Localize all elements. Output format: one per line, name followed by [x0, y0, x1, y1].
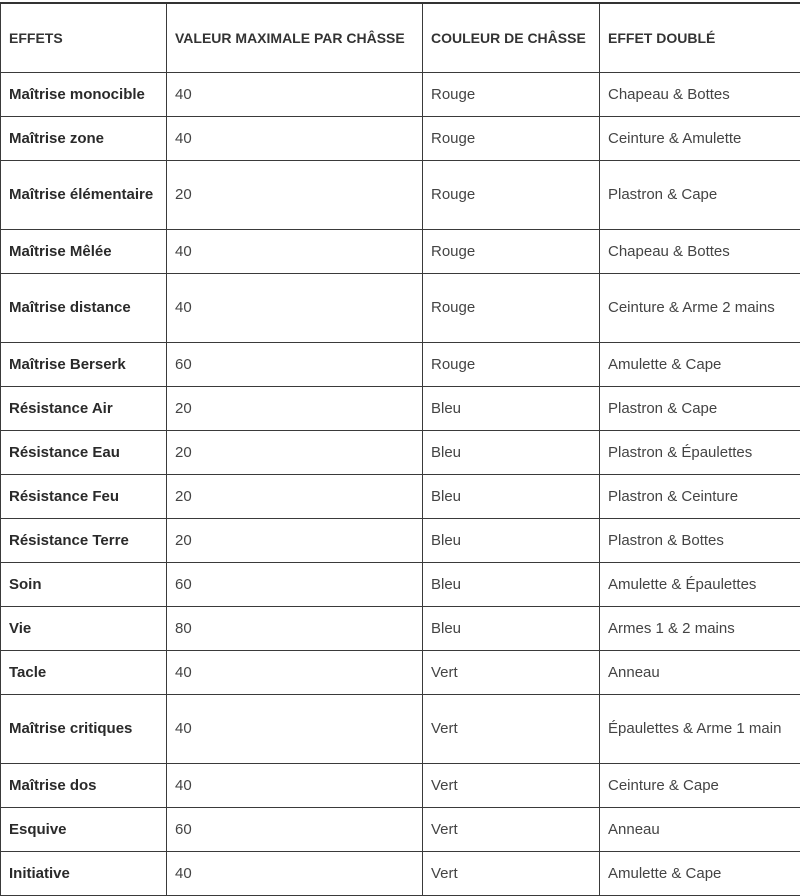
table-row	[1, 230, 800, 274]
cell-valeur: 60	[167, 563, 423, 607]
cell-couleur: Bleu	[423, 607, 600, 651]
cell-effet: Maîtrise critiques	[1, 695, 167, 764]
cell-valeur: 60	[167, 808, 423, 852]
table-row	[1, 695, 800, 764]
cell-valeur: 20	[167, 387, 423, 431]
cell-valeur: 40	[167, 230, 423, 274]
cell-double: Armes 1 & 2 mains	[600, 607, 800, 651]
table-row	[1, 117, 800, 161]
cell-double: Anneau	[600, 651, 800, 695]
cell-double: Plastron & Bottes	[600, 519, 800, 563]
cell-valeur: 20	[167, 161, 423, 230]
cell-couleur: Bleu	[423, 431, 600, 475]
cell-effet: Maîtrise zone	[1, 117, 167, 161]
cell-effet: Résistance Eau	[1, 431, 167, 475]
cell-couleur: Vert	[423, 852, 600, 896]
table-row	[1, 343, 800, 387]
cell-valeur: 40	[167, 274, 423, 343]
cell-valeur: 40	[167, 764, 423, 808]
cell-effet: Maîtrise Berserk	[1, 343, 167, 387]
cell-valeur: 20	[167, 519, 423, 563]
cell-valeur: 40	[167, 852, 423, 896]
table-row	[1, 274, 800, 343]
cell-couleur: Rouge	[423, 73, 600, 117]
cell-effet: Résistance Feu	[1, 475, 167, 519]
cell-double: Plastron & Cape	[600, 161, 800, 230]
table-row	[1, 563, 800, 607]
cell-effet: Initiative	[1, 852, 167, 896]
cell-couleur: Vert	[423, 651, 600, 695]
cell-effet: Maîtrise dos	[1, 764, 167, 808]
effects-table	[0, 2, 800, 896]
table-row	[1, 73, 800, 117]
cell-couleur: Bleu	[423, 475, 600, 519]
cell-couleur: Vert	[423, 808, 600, 852]
table-row	[1, 852, 800, 896]
table-row	[1, 764, 800, 808]
table-row	[1, 431, 800, 475]
cell-valeur: 40	[167, 117, 423, 161]
cell-couleur: Vert	[423, 764, 600, 808]
table-row	[1, 607, 800, 651]
table-row	[1, 475, 800, 519]
cell-valeur: 20	[167, 431, 423, 475]
cell-double: Épaulettes & Arme 1 main	[600, 695, 800, 764]
header-effet-double: EFFET DOUBLÉ	[600, 3, 800, 73]
cell-double: Anneau	[600, 808, 800, 852]
cell-valeur: 40	[167, 695, 423, 764]
header-row	[1, 3, 800, 73]
cell-couleur: Rouge	[423, 343, 600, 387]
cell-effet: Maîtrise Mêlée	[1, 230, 167, 274]
table-row	[1, 161, 800, 230]
table-row	[1, 651, 800, 695]
cell-couleur: Rouge	[423, 274, 600, 343]
cell-effet: Esquive	[1, 808, 167, 852]
cell-effet: Tacle	[1, 651, 167, 695]
cell-valeur: 60	[167, 343, 423, 387]
cell-double: Chapeau & Bottes	[600, 73, 800, 117]
cell-effet: Maîtrise monocible	[1, 73, 167, 117]
cell-couleur: Bleu	[423, 563, 600, 607]
cell-double: Plastron & Ceinture	[600, 475, 800, 519]
cell-couleur: Bleu	[423, 387, 600, 431]
header-effets: EFFETS	[1, 3, 167, 73]
table-row	[1, 519, 800, 563]
cell-valeur: 40	[167, 651, 423, 695]
cell-couleur: Rouge	[423, 117, 600, 161]
cell-effet: Résistance Air	[1, 387, 167, 431]
cell-double: Plastron & Épaulettes	[600, 431, 800, 475]
cell-couleur: Rouge	[423, 230, 600, 274]
cell-couleur: Rouge	[423, 161, 600, 230]
header-couleur: COULEUR DE CHÂSSE	[423, 3, 600, 73]
cell-double: Amulette & Épaulettes	[600, 563, 800, 607]
cell-couleur: Bleu	[423, 519, 600, 563]
cell-effet: Maîtrise élémentaire	[1, 161, 167, 230]
cell-double: Ceinture & Arme 2 mains	[600, 274, 800, 343]
cell-effet: Maîtrise distance	[1, 274, 167, 343]
cell-double: Amulette & Cape	[600, 852, 800, 896]
cell-double: Amulette & Cape	[600, 343, 800, 387]
cell-effet: Vie	[1, 607, 167, 651]
cell-double: Ceinture & Amulette	[600, 117, 800, 161]
cell-valeur: 80	[167, 607, 423, 651]
table-row	[1, 387, 800, 431]
cell-double: Ceinture & Cape	[600, 764, 800, 808]
cell-effet: Soin	[1, 563, 167, 607]
cell-double: Plastron & Cape	[600, 387, 800, 431]
cell-valeur: 20	[167, 475, 423, 519]
table-row	[1, 808, 800, 852]
cell-effet: Résistance Terre	[1, 519, 167, 563]
cell-couleur: Vert	[423, 695, 600, 764]
cell-double: Chapeau & Bottes	[600, 230, 800, 274]
header-valeur-maximale: VALEUR MAXIMALE PAR CHÂSSE	[167, 3, 423, 73]
cell-valeur: 40	[167, 73, 423, 117]
